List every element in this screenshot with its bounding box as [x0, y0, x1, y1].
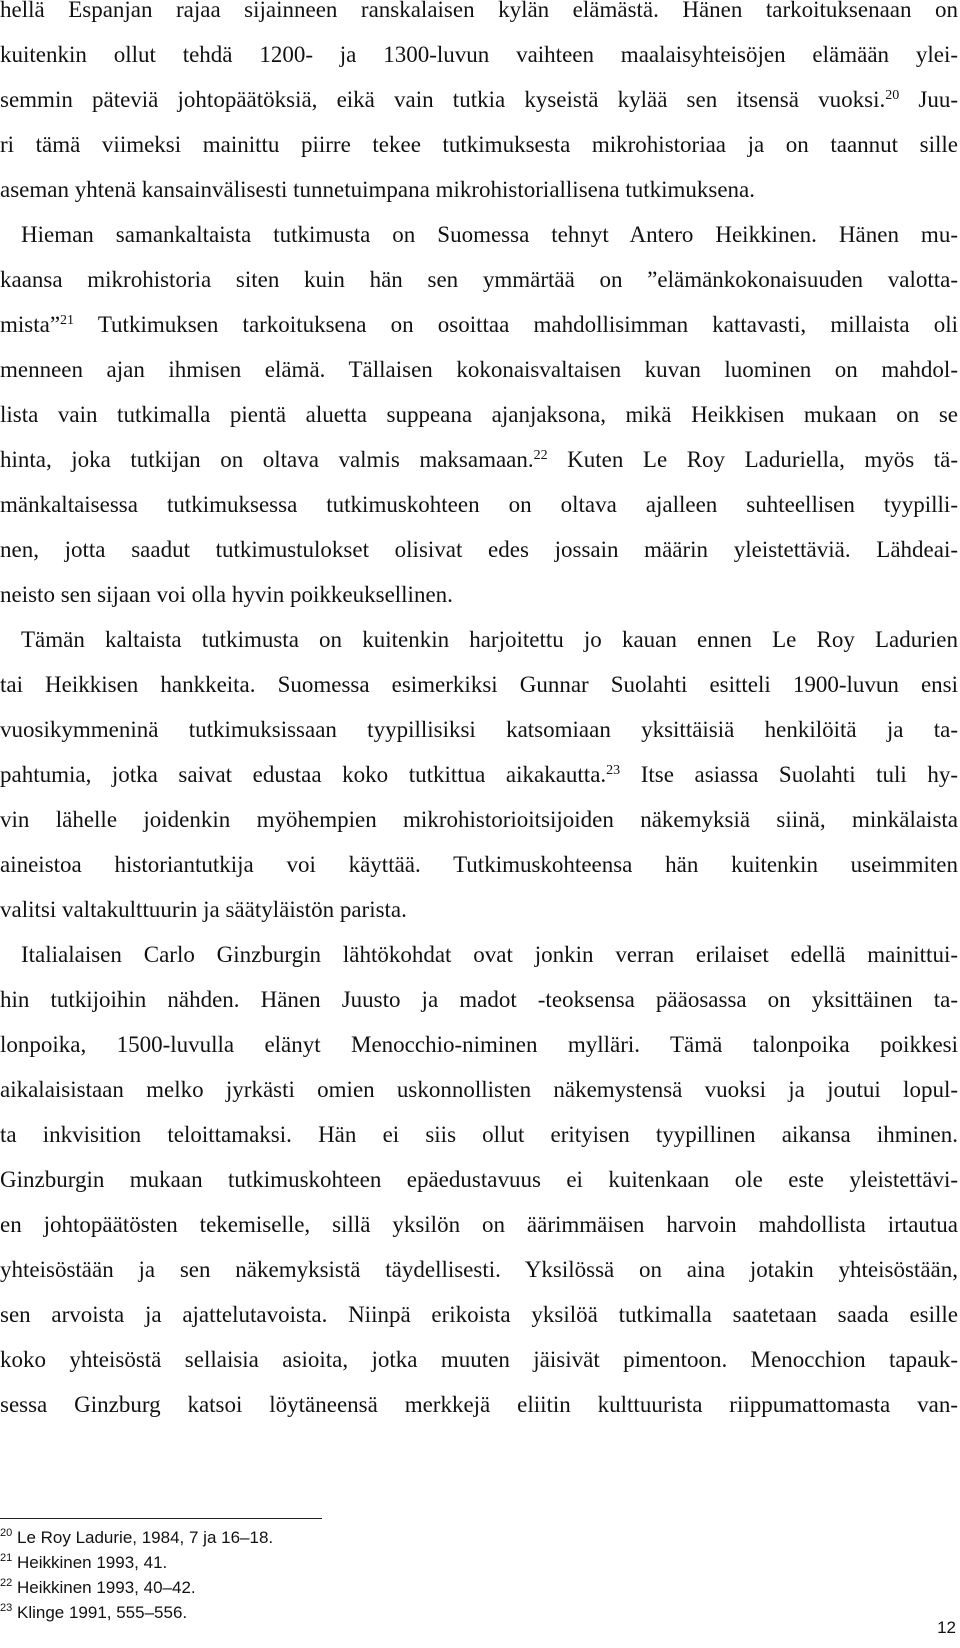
body-line: hin tutkijoihin nähden. Hänen Juusto ja madot -teoksensa pääosassa on yksittäinen ta-	[0, 987, 958, 1012]
body-line: nen, jotta saadut tutkimustulokset olisivat edes jossain määrin yleistettäviä. Lähdeai-	[0, 537, 958, 562]
paragraph-start: Hieman samankaltaista tutkimusta on Suomessa tehnyt Antero Heikkinen. Hänen mu-	[21, 222, 958, 247]
paragraph-start: Tämän kaltaista tutkimusta on kuitenkin harjoitettu jo kauan ennen Le Roy Ladurien	[21, 627, 958, 652]
body-line: neisto sen sijaan voi olla hyvin poikkeuksellinen.	[0, 582, 453, 607]
body-line: ri tämä viimeksi mainittu piirre tekee tutkimuksesta mikrohistoriaa ja on taannut sille	[0, 132, 958, 157]
body-line: sen arvoista ja ajattelutavoista. Niinpä erikoista yksilöä tutkimalla saatetaan saada esille	[0, 1302, 958, 1327]
body-line: tai Heikkisen hankkeita. Suomessa esimerkiksi Gunnar Suolahti esitteli 1900-luvun ensi	[0, 672, 958, 697]
footnote: $^{20}$ Le Roy Ladurie, 1984, 7 ja 16–18.	[0, 1527, 274, 1547]
body-line: yhteisöstään ja sen näkemyksistä täydellisesti. Yksilössä on aina jotakin yhteisöstään,	[0, 1257, 958, 1282]
footnote: $^{23}$ Klinge 1991, 555–556.	[0, 1602, 188, 1622]
body-line: semmin päteviä johtopäätöksiä, eikä vain tutkia kyseistä kylää sen itsensä vuoksi.$^{20}$ Juu-	[0, 87, 958, 112]
footnote-ref-21[interactable]: 21	[60, 313, 75, 328]
body-line: kuitenkin ollut tehdä 1200- ja 1300-luvun vaihteen maalaisyhteisöjen elämään ylei-	[0, 42, 958, 67]
body-line: hellä Espanjan rajaa sijainneen ranskalaisen kylän elämästä. Hänen tarkoituksenaan on	[0, 0, 958, 22]
body-line: pahtumia, jotka saivat edustaa koko tutkittua aikakautta.$^{23}$ Itse asiassa Suolahti tuli hy-	[0, 762, 958, 787]
footnote-ref-23[interactable]: 23	[606, 763, 621, 778]
body-line: valitsi valtakulttuurin ja säätyläistön parista.	[0, 897, 407, 922]
body-line: sessa Ginzburg katsoi löytäneensä merkkejä eliitin kulttuurista riippumattomasta van-	[0, 1392, 958, 1417]
body-line: en johtopäätösten tekemiselle, sillä yksilön on äärimmäisen harvoin mahdollista irtautua	[0, 1212, 958, 1237]
footnote-ref-22[interactable]: 22	[533, 448, 548, 463]
body-line: mänkaltaisessa tutkimuksessa tutkimuskohteen on oltava ajalleen suhteellisen tyypilli-	[0, 492, 958, 517]
body-line: kaansa mikrohistoria siten kuin hän sen ymmärtää on ”elämänkokonaisuuden valotta-	[0, 267, 958, 292]
footnote: $^{22}$ Heikkinen 1993, 40–42.	[0, 1577, 196, 1597]
body-line: ta inkvisition teloittamaksi. Hän ei siis ollut erityisen tyypillinen aikansa ihminen.	[0, 1122, 958, 1147]
body-line: hinta, joka tutkijan on oltava valmis maksamaan.$^{22}$ Kuten Le Roy Laduriella, myös tä-	[0, 447, 958, 472]
body-line: aseman yhtenä kansainvälisesti tunnetuimpana mikrohistoriallisena tutkimuksena.	[0, 177, 755, 202]
footnote-ref-20[interactable]: 20	[885, 88, 900, 103]
body-line: mista”$^{21}$ Tutkimuksen tarkoituksena on osoittaa mahdollisimman kattavasti, millaista oli	[0, 312, 958, 337]
body-line: vuosikymmeninä tutkimuksissaan tyypillisiksi katsomiaan yksittäisiä henkilöitä ja ta-	[0, 717, 958, 742]
body-line: koko yhteisöstä sellaisia asioita, jotka muuten jäisivät pimentoon. Menocchion tapauk-	[0, 1347, 958, 1372]
body-line: aineistoa historiantutkija voi käyttää. Tutkimuskohteensa hän kuitenkin useimmiten	[0, 852, 958, 877]
body-line: lista vain tutkimalla pientä aluetta suppeana ajanjaksona, mikä Heikkisen mukaan on se	[0, 402, 958, 427]
body-line: lonpoika, 1500-luvulla elänyt Menocchio-niminen mylläri. Tämä talonpoika poikkesi	[0, 1032, 958, 1057]
footnote-separator	[0, 1518, 322, 1519]
body-line: menneen ajan ihmisen elämä. Tällaisen kokonaisvaltaisen kuvan luominen on mahdol-	[0, 357, 958, 382]
paragraph-start: Italialaisen Carlo Ginzburgin lähtökohdat ovat jonkin verran erilaiset edellä mainittui-	[21, 942, 958, 967]
body-line: vin lähelle joidenkin myöhempien mikrohistorioitsijoiden näkemyksiä siinä, minkälaista	[0, 807, 958, 832]
footnote: $^{21}$ Heikkinen 1993, 41.	[0, 1552, 168, 1572]
page-number: 12	[937, 1618, 956, 1637]
body-line: aikalaisistaan melko jyrkästi omien uskonnollisten näkemystensä vuoksi ja joutui lopul-	[0, 1077, 958, 1102]
body-line: Ginzburgin mukaan tutkimuskohteen epäedustavuus ei kuitenkaan ole este yleistettävi-	[0, 1167, 958, 1192]
